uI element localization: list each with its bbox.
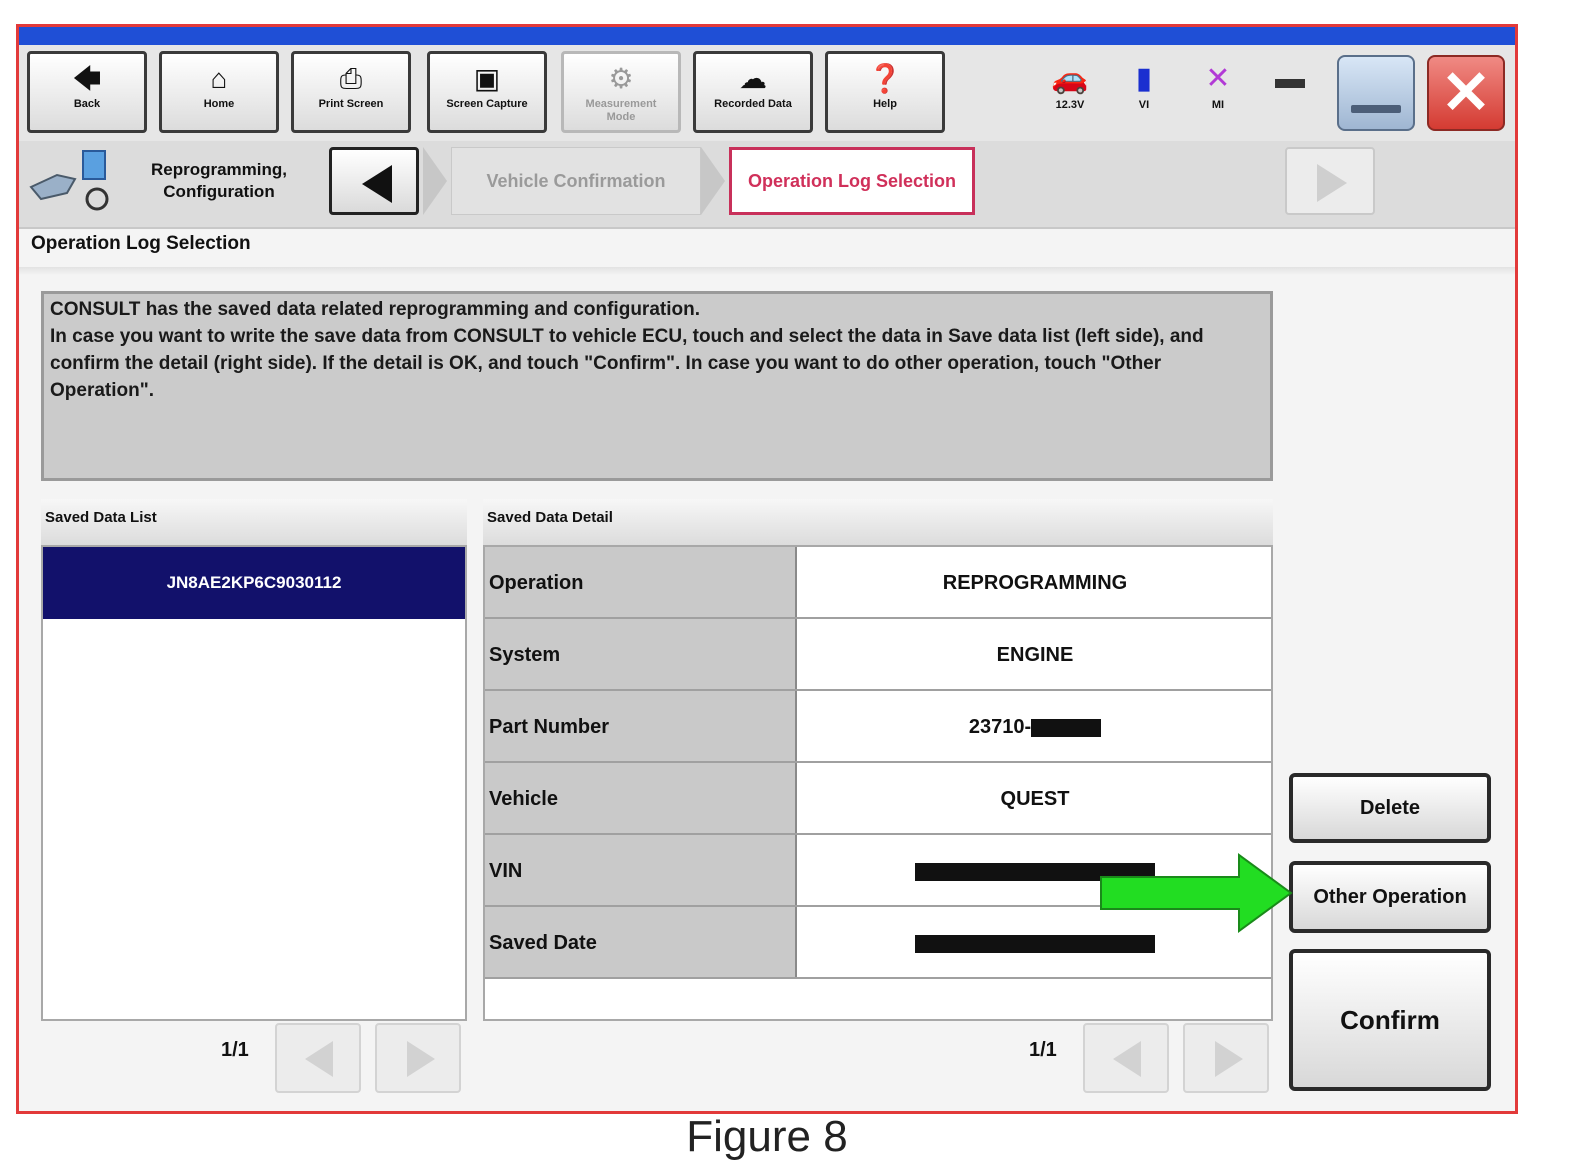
car-battery-icon: 🚗 [1051, 62, 1089, 95]
breadcrumb [19, 141, 1515, 229]
saved-data-detail-header: Saved Data Detail [483, 499, 1273, 545]
detail-label: System [485, 619, 797, 689]
detail-label: Part Number [485, 691, 797, 761]
detail-value-container [799, 691, 1271, 761]
print-screen-button[interactable]: ⎙ Print Screen [291, 51, 411, 133]
divider [19, 267, 1515, 275]
minimize-icon [1351, 105, 1401, 113]
help-icon: ❓ [867, 63, 903, 94]
vi-status: ▮ VI [1109, 59, 1179, 111]
list-prev-page-button[interactable] [275, 1023, 361, 1093]
triangle-right-icon [1215, 1041, 1243, 1077]
recorded-data-icon: ☁ [739, 63, 767, 94]
measurement-mode-button[interactable]: ⚙ Measurement Mode [561, 51, 681, 133]
battery-status: 🚗 12.3V [1035, 59, 1105, 111]
help-button[interactable]: ❓ Help [825, 51, 945, 133]
breadcrumb-chevron-icon [423, 147, 447, 215]
home-icon: ⌂ [210, 63, 228, 94]
camera-icon: ▣ [473, 63, 501, 94]
detail-label: Vehicle [485, 763, 797, 833]
list-next-page-button[interactable] [375, 1023, 461, 1093]
detail-row-part-number [485, 691, 1271, 763]
detail-label: VIN [485, 835, 797, 905]
detail-value: QUEST [799, 763, 1271, 833]
detail-row-operation [485, 547, 1271, 619]
detail-prev-page-button[interactable] [1083, 1023, 1169, 1093]
plug-status [1255, 59, 1325, 99]
detail-row-vehicle [485, 763, 1271, 835]
breadcrumb-current-step: Operation Log Selection [729, 147, 975, 215]
toolbar [19, 45, 1515, 141]
triangle-left-icon [362, 165, 392, 203]
reprogramming-icon [27, 149, 117, 215]
triangle-right-icon [407, 1041, 435, 1077]
other-operation-button[interactable]: Other Operation [1289, 861, 1491, 933]
confirm-button[interactable]: Confirm [1289, 949, 1491, 1091]
printer-icon: ⎙ [339, 63, 363, 94]
window-title-bar [19, 27, 1515, 45]
saved-data-detail [483, 545, 1273, 1021]
recorded-data-button[interactable]: ☁ Recorded Data [693, 51, 813, 133]
mi-status: ✕ MI [1183, 59, 1253, 111]
breadcrumb-vehicle-confirmation[interactable]: Vehicle Confirmation [451, 147, 701, 215]
detail-value: 23710- [968, 716, 1032, 738]
triangle-right-icon [1317, 164, 1347, 202]
home-button[interactable]: ⌂ Home [159, 51, 279, 133]
saved-data-list-header: Saved Data List [41, 499, 467, 545]
triangle-left-icon [1113, 1041, 1141, 1077]
detail-value: ENGINE [799, 619, 1271, 689]
previous-step-button[interactable] [329, 147, 419, 215]
detail-label: Saved Date [485, 907, 797, 977]
instruction-message [41, 291, 1273, 481]
redaction-mark [1031, 719, 1101, 737]
detail-next-page-button[interactable] [1183, 1023, 1269, 1093]
green-arrow-icon [1099, 853, 1293, 933]
triangle-left-icon [305, 1041, 333, 1077]
figure-caption: Figure 8 [686, 1112, 848, 1161]
vi-connector-icon: ▮ [1135, 62, 1153, 95]
saved-data-list [41, 545, 467, 1021]
delete-button[interactable]: Delete [1289, 773, 1491, 843]
list-page-indicator: 1/1 [221, 1039, 249, 1061]
minimize-button[interactable] [1337, 55, 1415, 131]
consult-window [16, 24, 1518, 1114]
plug-icon: ▬ [1275, 62, 1305, 95]
section-label: Reprogramming, Configuration [150, 160, 288, 201]
detail-value: REPROGRAMMING [799, 547, 1271, 617]
list-item[interactable]: JN8AE2KP6C9030112 [43, 547, 465, 619]
back-button[interactable]: 🡄 Back [27, 51, 147, 133]
measurement-icon: ⚙ [608, 63, 634, 94]
mi-disconnected-icon: ✕ [1205, 62, 1231, 95]
instruction-text: CONSULT has the saved data related reprogramming and configuration. In case you want to write the save data from CONSULT to vehicle ECU, touch and select the data in Save data list (left side), and confirm the detail (right side). If the detail is OK, and touch "Confirm". In case you want to do other operation, touch "Other Operation". [50, 299, 1204, 401]
detail-label: Operation [485, 547, 797, 617]
breadcrumb-chevron-icon [701, 147, 725, 215]
redaction-mark [915, 935, 1155, 953]
next-step-button[interactable] [1285, 147, 1375, 215]
close-button[interactable] [1427, 55, 1505, 131]
back-arrow-icon: 🡄 [72, 63, 102, 94]
screen-capture-button[interactable]: ▣ Screen Capture [427, 51, 547, 133]
detail-row-system [485, 619, 1271, 691]
close-icon: ✕ [1440, 59, 1492, 126]
page-title: Operation Log Selection [31, 233, 251, 254]
detail-page-indicator: 1/1 [1029, 1039, 1057, 1061]
